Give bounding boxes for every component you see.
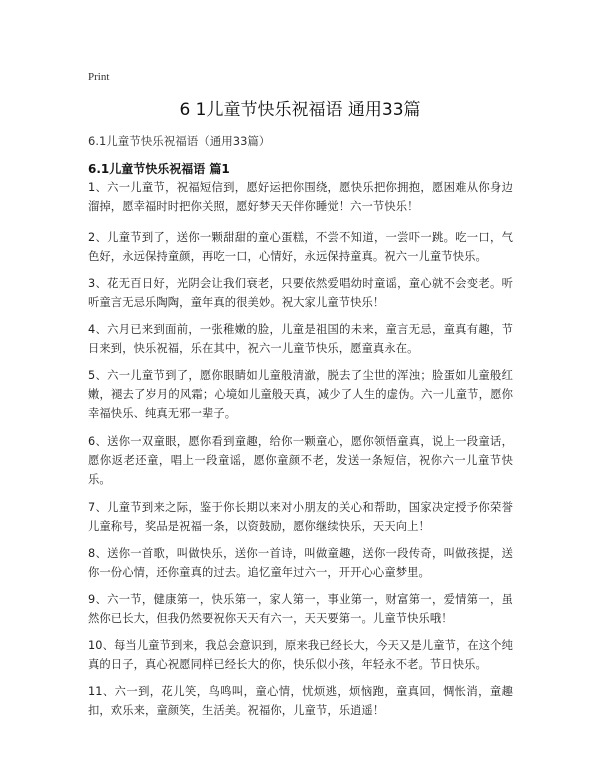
- paragraph-1: 1、六一儿童节，祝福短信到，愿好运把你围绕，愿快乐把你拥抱，愿困难从你身边溜掉，愿幸福时时把你关照，愿好梦天天伴你睡觉！六一节快乐！: [88, 181, 513, 213]
- paragraph-10: 10、每当儿童节到来，我总会意识到，原来我已经长大，今天又是儿童节，在这个纯真的日子，真心祝愿同样已经长大的你，快乐似小孩，年轻永不老。节日快乐。: [88, 639, 513, 671]
- paragraph-5: 5、六一儿童节到了，愿你眼睛如儿童般清澈，脱去了尘世的浑浊；脸蛋如儿童般红嫩，褪去了岁月的风霜；心境如儿童般天真，减少了人生的虚伪。六一儿童节，愿你幸福快乐、纯真无邪一辈子。: [88, 369, 513, 420]
- paragraph-3: 3、花无百日好，光阴会让我们衰老，只要依然爱唱幼时童谣，童心就不会变老。听听童言无忌乐陶陶，童年真的很美妙。祝大家儿童节快乐！: [88, 277, 513, 309]
- paragraph-4: 4、六月已来到面前，一张稚嫩的脸，儿童是祖国的未来，童言无忌，童真有趣，节日来到，快乐祝福，乐在其中，祝六一儿童节快乐，愿童真永在。: [88, 323, 513, 355]
- page-title: 6 1儿童节快乐祝福语 通用33篇: [179, 100, 421, 120]
- paragraph-2: 2、儿童节到了，送你一颗甜甜的童心蛋糕，不尝不知道，一尝吓一跳。吃一口，气色好，永远保持童颜，再吃一口，心情好，永远保持童真。祝六一儿童节快乐。: [88, 231, 513, 263]
- paragraph-11: 11、六一到，花儿笑，鸟鸣叫，童心情，忧烦逃，烦恼跑，童真回，惆怅消，童趣扣，欢乐来，童颜笑，生活美。祝福你，儿童节，乐逍遥！: [88, 685, 513, 717]
- paragraph-6: 6、送你一双童眼，愿你看到童趣，给你一颗童心，愿你领悟童真，说上一段童话，愿你返老还童，唱上一段童谣，愿你童颜不老，发送一条短信，祝你六一儿童节快乐。: [88, 435, 513, 486]
- paragraph-8: 8、送你一首歌，叫做快乐，送你一首诗，叫做童趣，送你一段传奇，叫做孩提，送你一份心情，还你童真的过去。追忆童年过六一，开开心心童梦里。: [88, 547, 513, 579]
- print-link[interactable]: Print: [88, 71, 110, 83]
- section-heading: 6.1儿童节快乐祝福语 篇1: [88, 162, 230, 176]
- paragraph-9: 9、六一节，健康第一，快乐第一，家人第一，事业第一，财富第一，爱情第一，虽然你已长大，但我仍然要祝你天天有六一，天天要第一。儿童节快乐哦！: [88, 593, 513, 625]
- paragraph-7: 7、儿童节到来之际，鉴于你长期以来对小朋友的关心和帮助，国家决定授予你荣誉儿童称号，奖品是祝福一条，以资鼓励，愿你继续快乐，天天向上！: [88, 501, 513, 533]
- subtitle: 6.1儿童节快乐祝福语（通用33篇）: [88, 134, 271, 148]
